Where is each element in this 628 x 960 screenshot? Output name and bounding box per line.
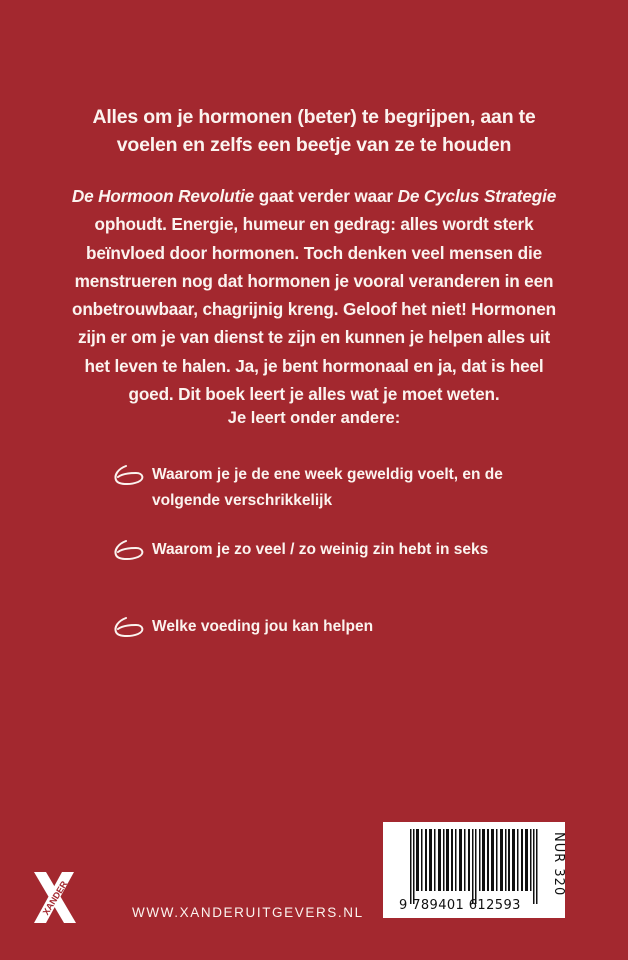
hand-drawn-loop-icon	[112, 539, 146, 561]
xander-logo-icon	[32, 870, 78, 925]
bullet-text: Waarom je zo veel / zo weinig zin hebt in seks	[152, 541, 489, 558]
hand-drawn-loop-icon	[112, 464, 146, 486]
bullet-item	[112, 462, 552, 514]
blurb-text: ophoudt. Energie, humeur en gedrag: alles wordt sterk beïnvloed door hormonen. Toch denken veel mensen die menstrueren nog dat hormonen je vooral veranderen in een onbetrouwbaar, chagrijnig kreng. Geloof het niet! Hormonen zijn er om je van dienst te zijn en kunnen je helpen alles uit het leven te halen. Ja, je bent hormonaal en ja, dat is heel goed. Dit boek leert je alles wat je moet weten.	[71, 214, 557, 405]
bullet-text: Waarom je je de ene week geweldig voelt, en de volgende verschrikkelijk	[152, 466, 503, 509]
barcode-box	[383, 822, 565, 918]
book-title: De Hormoon Revolutie	[71, 186, 255, 206]
bullet-text: Welke voeding jou kan helpen	[152, 618, 374, 635]
isbn-number: 9 789401 612593	[399, 898, 521, 913]
hand-drawn-loop-icon	[112, 616, 146, 638]
blurb-text: gaat verder waar	[254, 186, 398, 206]
nur-code: NUR 320	[551, 832, 566, 897]
subheading: Je leert onder andere:	[227, 409, 401, 427]
svg-text:XANDER: XANDER	[40, 879, 70, 917]
barcode-icon	[410, 829, 538, 904]
publisher-website[interactable]: WWW.XANDERUITGEVERS.NL	[132, 905, 364, 920]
bullet-item	[112, 537, 552, 563]
related-book-title: De Cyclus Strategie	[397, 186, 557, 206]
blurb	[64, 182, 564, 408]
headline: Alles om je hormonen (beter) te begrijpen, aan te voelen en zelfs een beetje van ze te houden	[92, 106, 536, 156]
bullet-item	[112, 614, 552, 640]
